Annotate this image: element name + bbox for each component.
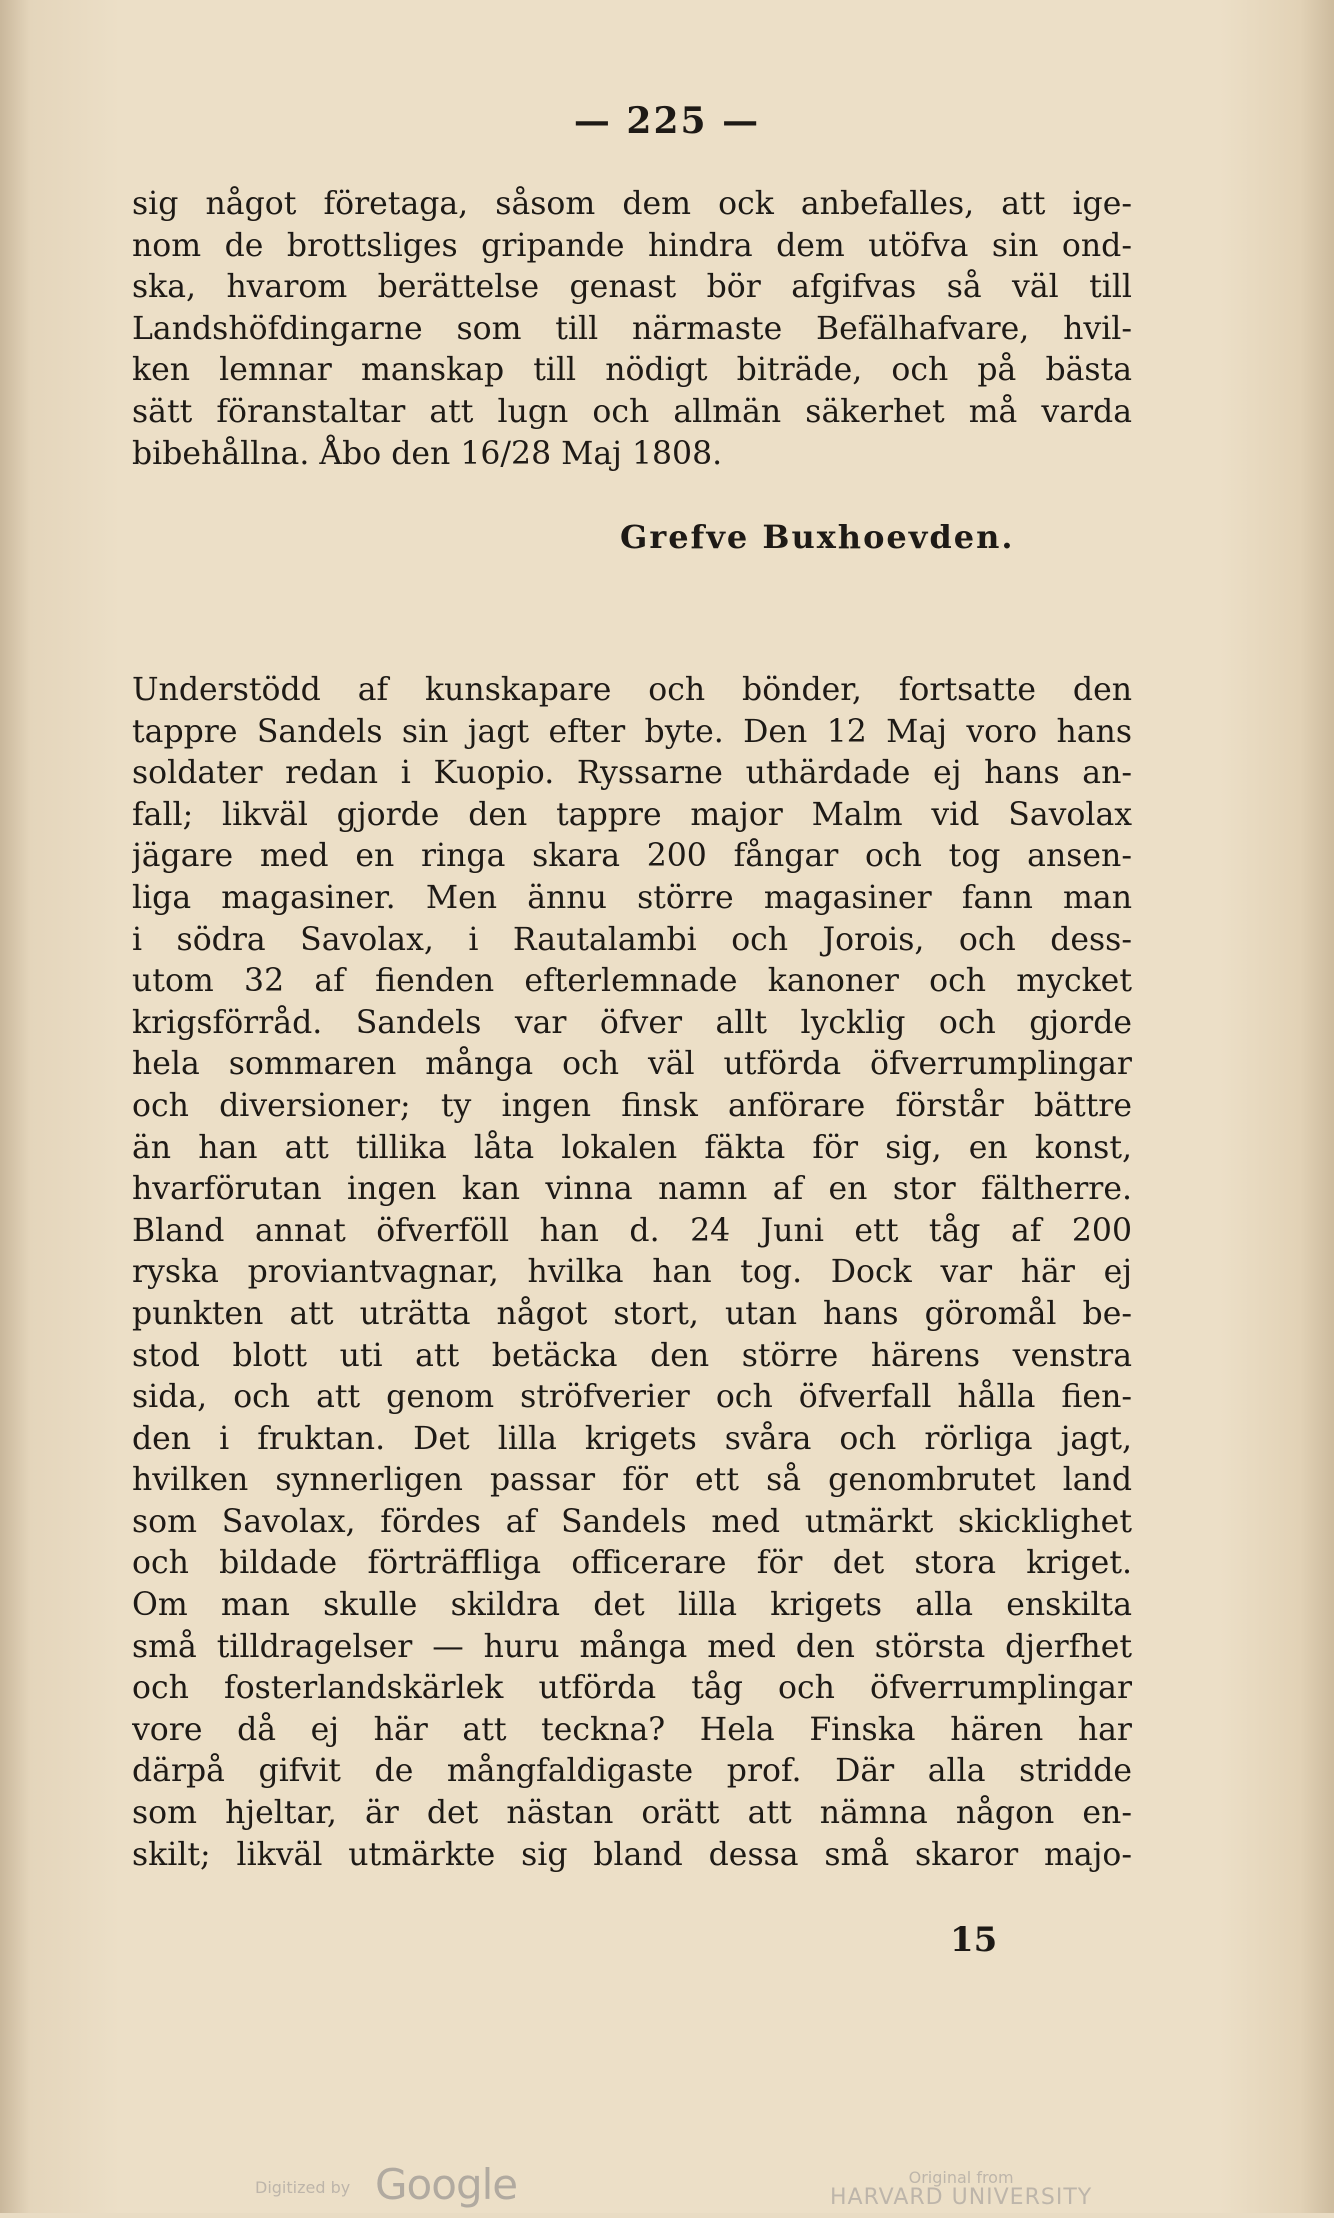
text-line: Understödd af kunskapare och bönder, fortsatte den: [132, 672, 1132, 708]
text-line: ryska proviantvagnar, hvilka han tog. Dock var här ej: [132, 1254, 1132, 1291]
harvard-university-text: HARVARD UNIVERSITY: [830, 2185, 1093, 2210]
text-line: och bildade förträffliga officerare för det stora kriget.: [132, 1545, 1132, 1582]
text-line: ken lemnar manskap till nödigt biträde, och på bästa: [132, 352, 1132, 389]
text-line: jägare med en ringa skara 200 fångar och tog ansen-: [132, 838, 1132, 875]
text-line: skilt; likväl utmärkte sig bland dessa små skaror majo-: [132, 1836, 1132, 1873]
text-line: Om man skulle skildra det lilla krigets alla enskilta: [132, 1587, 1132, 1624]
text-line: bibehållna. Åbo den 16/28 Maj 1808.: [132, 435, 723, 472]
google-logo: Google: [375, 2160, 518, 2209]
digitized-by-label: Digitized by: [255, 2178, 351, 2197]
text-line: än han att tillika låta lokalen fäkta för sig, en konst,: [132, 1129, 1132, 1166]
text-line: som Savolax, fördes af Sandels med utmärkt skicklighet: [132, 1503, 1132, 1540]
text-line: soldater redan i Kuopio. Ryssarne uthärdade ej hans an-: [132, 755, 1132, 792]
text-line: hela sommaren många och väl utförda öfverrumplingar: [132, 1046, 1132, 1083]
decree-paragraph: [132, 184, 1132, 475]
text-line: den i fruktan. Det lilla krigets svåra och rörliga jagt,: [132, 1420, 1132, 1457]
text-line: och diversioner; ty ingen finsk anförare förstår bättre: [132, 1087, 1132, 1124]
text-line: därpå gifvit de mångfaldigaste prof. Där alla stridde: [132, 1753, 1132, 1790]
text-line: små tilldragelser — huru många med den största djerfhet: [132, 1628, 1132, 1665]
signature-mark: 15: [950, 1920, 998, 1960]
text-line: punkten att uträtta något stort, utan hans göromål be-: [132, 1295, 1132, 1332]
text-line: krigsförråd. Sandels var öfver allt lycklig och gjorde: [132, 1004, 1132, 1041]
text-line: Bland annat öfverföll han d. 24 Juni ett tåg af 200: [132, 1212, 1132, 1249]
text-line: sida, och att genom ströfverier och öfverfall hålla fien-: [132, 1379, 1132, 1416]
text-line: ska, hvarom berättelse genast bör afgifvas så väl till: [132, 269, 1132, 306]
text-line: sätt föranstaltar att lugn och allmän säkerhet må varda: [132, 393, 1132, 430]
text-line: fall; likväl gjorde den tappre major Malm vid Savolax: [132, 796, 1132, 833]
text-line: hvilken synnerligen passar för ett så genombrutet land: [132, 1462, 1132, 1499]
text-line: sig något företaga, såsom dem ock anbefalles, att ige-: [132, 186, 1132, 222]
text-line: i södra Savolax, i Rautalambi och Jorois, och dess-: [132, 921, 1132, 958]
text-line: och fosterlandskärlek utförda tåg och öfverrumplingar: [132, 1670, 1132, 1707]
original-from-label: [830, 2168, 1092, 2208]
text-line: utom 32 af fienden efterlemnade kanoner och mycket: [132, 963, 1132, 1000]
original-from-text: Original from: [908, 2168, 1014, 2187]
narrative-paragraph: [132, 670, 1132, 1876]
text-line: Landshöfdingarne som till närmaste Befälhafvare, hvil-: [132, 310, 1132, 347]
text-line: vore då ej här att teckna? Hela Finska hären har: [132, 1711, 1132, 1748]
text-line: som hjeltar, är det nästan orätt att nämna någon en-: [132, 1795, 1132, 1832]
text-line: tappre Sandels sin jagt efter byte. Den 12 Maj voro hans: [132, 713, 1132, 750]
decree-signature: Grefve Buxhoevden.: [620, 518, 1015, 556]
text-line: liga magasiner. Men ännu större magasiner fann man: [132, 879, 1132, 916]
text-line: stod blott uti att betäcka den större härens venstra: [132, 1337, 1132, 1374]
text-line: hvarförutan ingen kan vinna namn af en stor fältherre.: [132, 1171, 1132, 1208]
page-number: — 225 —: [573, 100, 761, 142]
text-line: nom de brottsliges gripande hindra dem utöfva sin ond-: [132, 227, 1132, 264]
